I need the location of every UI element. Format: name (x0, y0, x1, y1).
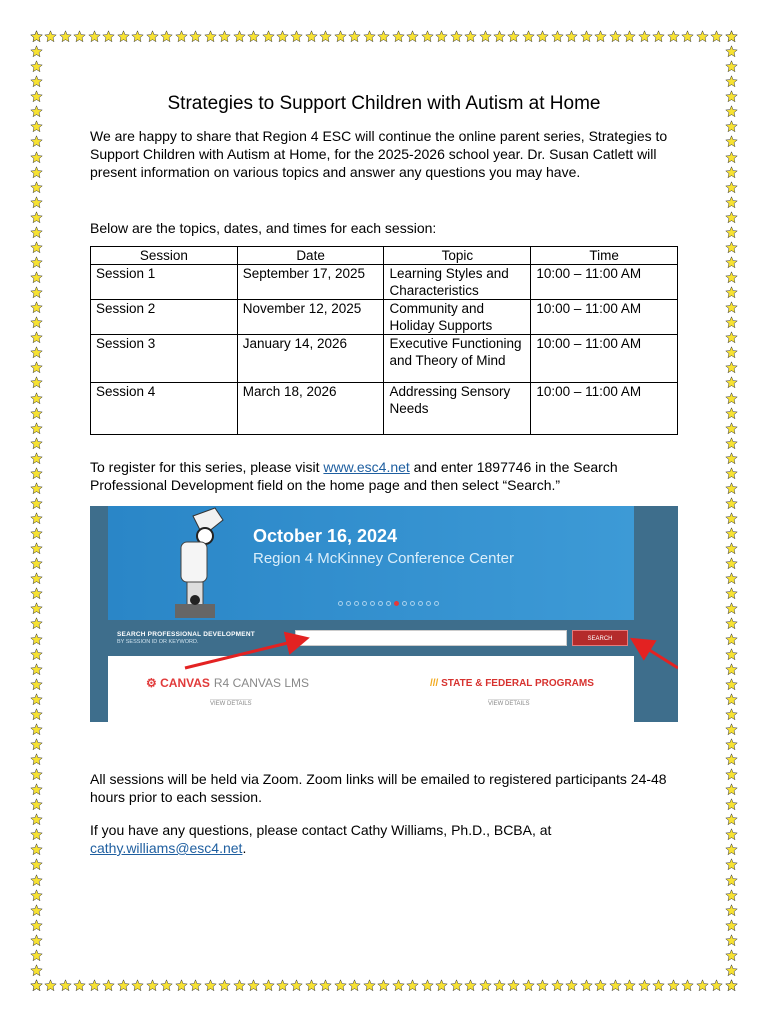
star-icon (522, 979, 535, 992)
star-icon (290, 979, 303, 992)
star-icon (725, 858, 738, 871)
star-icon (160, 30, 173, 43)
table-row (91, 335, 678, 383)
star-icon (725, 467, 738, 480)
star-icon (44, 30, 57, 43)
star-icon (421, 979, 434, 992)
star-icon (30, 452, 43, 465)
star-icon (725, 135, 738, 148)
star-icon (30, 407, 43, 420)
star-icon (30, 874, 43, 887)
star-icon (44, 979, 57, 992)
star-icon (406, 979, 419, 992)
cell-date: November 12, 2025 (237, 300, 384, 335)
canvas-view-details[interactable]: VIEW DETAILS (210, 701, 252, 707)
star-icon (30, 316, 43, 329)
star-icon (435, 979, 448, 992)
star-icon (725, 301, 738, 314)
star-icon (30, 738, 43, 751)
cell-session: Session 1 (91, 265, 238, 300)
star-icon (725, 60, 738, 73)
star-icon (479, 30, 492, 43)
star-border-bottom (30, 979, 738, 992)
star-icon (551, 979, 564, 992)
star-icon (725, 271, 738, 284)
star-border-right (725, 30, 738, 992)
star-icon (276, 979, 289, 992)
star-icon (30, 422, 43, 435)
star-icon (696, 30, 709, 43)
star-icon (725, 723, 738, 736)
cell-session: Session 3 (91, 335, 238, 383)
cell-time: 10:00 – 11:00 AM (531, 300, 678, 335)
star-icon (334, 979, 347, 992)
star-icon (30, 256, 43, 269)
star-icon (725, 256, 738, 269)
star-icon (218, 979, 231, 992)
star-icon (146, 979, 159, 992)
star-icon (725, 738, 738, 751)
contact-text: If you have any questions, please contact Cathy Williams, Ph.D., BCBA, at (90, 822, 552, 838)
star-icon (696, 979, 709, 992)
star-icon (131, 979, 144, 992)
star-icon (725, 753, 738, 766)
star-icon (30, 361, 43, 374)
star-icon (565, 979, 578, 992)
star-icon (725, 211, 738, 224)
register-text-end: and enter 1897746 in the Search Professional Development field on the home page and then select “Search.” (90, 459, 618, 493)
star-icon (493, 979, 506, 992)
star-icon (725, 648, 738, 661)
star-icon (725, 120, 738, 133)
star-icon (30, 828, 43, 841)
star-icon (175, 30, 188, 43)
star-icon (30, 708, 43, 721)
star-icon (710, 30, 723, 43)
star-icon (652, 979, 665, 992)
star-icon (725, 813, 738, 826)
star-icon (667, 30, 680, 43)
star-icon (30, 557, 43, 570)
canvas-icon: ⚙ (146, 676, 157, 690)
star-icon (348, 30, 361, 43)
star-icon (204, 979, 217, 992)
state-label: STATE & FEDERAL PROGRAMS (441, 678, 594, 689)
star-icon (580, 979, 593, 992)
star-icon (30, 482, 43, 495)
star-icon (30, 693, 43, 706)
star-icon (725, 226, 738, 239)
star-icon (623, 30, 636, 43)
search-label: SEARCH PROFESSIONAL DEVELOPMENT (117, 631, 255, 638)
star-icon (30, 286, 43, 299)
intro-paragraph: We are happy to share that Region 4 ESC will continue the online parent series, Strategies to Support Children with Autism at Home, for the 2025-2026 school year. Dr. Susan Catlett will present information on various topics and answer any questions you may have. (90, 128, 668, 180)
star-icon (290, 30, 303, 43)
star-icon (725, 633, 738, 646)
cell-time: 10:00 – 11:00 AM (531, 265, 678, 300)
star-icon (725, 361, 738, 374)
star-icon (725, 693, 738, 706)
star-icon (565, 30, 578, 43)
star-icon (30, 211, 43, 224)
arrow-to-search-field (185, 639, 304, 668)
star-icon (725, 45, 738, 58)
cell-topic: Addressing Sensory Needs (384, 383, 531, 435)
star-icon (189, 979, 202, 992)
star-icon (30, 196, 43, 209)
cell-session: Session 4 (91, 383, 238, 435)
star-icon (305, 30, 318, 43)
star-icon (638, 979, 651, 992)
star-icon (725, 196, 738, 209)
star-icon (348, 979, 361, 992)
star-icon (30, 226, 43, 239)
star-icon (594, 30, 607, 43)
star-icon (710, 979, 723, 992)
header-time: Time (531, 247, 678, 265)
star-icon (30, 919, 43, 932)
star-icon (406, 30, 419, 43)
star-icon (117, 979, 130, 992)
topics-intro: Below are the topics, dates, and times for each session: (90, 220, 437, 236)
star-icon (88, 979, 101, 992)
star-icon (667, 979, 680, 992)
star-icon (507, 979, 520, 992)
star-icon (30, 271, 43, 284)
star-icon (652, 30, 665, 43)
star-icon (609, 30, 622, 43)
annotation-arrows (90, 506, 678, 722)
contact-paragraph (90, 821, 680, 857)
star-icon (725, 979, 738, 992)
star-icon (30, 166, 43, 179)
contact-email-link[interactable]: cathy.williams@esc4.net (90, 840, 243, 856)
star-icon (30, 783, 43, 796)
star-icon (30, 30, 43, 43)
star-icon (450, 30, 463, 43)
star-icon (725, 889, 738, 902)
star-icon (30, 813, 43, 826)
star-icon (725, 783, 738, 796)
star-icon (30, 723, 43, 736)
star-icon (725, 497, 738, 510)
star-icon (392, 30, 405, 43)
star-icon (218, 30, 231, 43)
star-icon (276, 30, 289, 43)
cell-topic: Community and Holiday Supports (384, 300, 531, 335)
star-icon (30, 602, 43, 615)
star-icon (725, 617, 738, 630)
star-icon (30, 542, 43, 555)
star-icon (725, 904, 738, 917)
star-icon (30, 979, 43, 992)
star-icon (59, 30, 72, 43)
star-icon (30, 392, 43, 405)
star-icon (551, 30, 564, 43)
star-icon (609, 979, 622, 992)
star-icon (30, 617, 43, 630)
star-icon (363, 30, 376, 43)
star-icon (30, 858, 43, 871)
star-icon (73, 30, 86, 43)
star-icon (725, 75, 738, 88)
star-icon (725, 587, 738, 600)
star-icon (638, 30, 651, 43)
star-icon (30, 437, 43, 450)
header-topic: Topic (384, 247, 531, 265)
star-icon (30, 798, 43, 811)
cell-session: Session 2 (91, 300, 238, 335)
star-icon (30, 949, 43, 962)
star-icon (233, 979, 246, 992)
star-icon (204, 30, 217, 43)
star-icon (175, 979, 188, 992)
esc4-link[interactable]: www.esc4.net (323, 459, 410, 475)
star-icon (507, 30, 520, 43)
brush-icon: /// (430, 678, 439, 689)
star-icon (30, 135, 43, 148)
star-icon (377, 979, 390, 992)
star-icon (725, 919, 738, 932)
star-icon (392, 979, 405, 992)
star-icon (725, 843, 738, 856)
star-icon (160, 979, 173, 992)
star-icon (725, 949, 738, 962)
star-icon (247, 30, 260, 43)
star-icon (725, 964, 738, 977)
star-icon (30, 45, 43, 58)
cell-date: March 18, 2026 (237, 383, 384, 435)
star-icon (88, 30, 101, 43)
star-icon (725, 874, 738, 887)
star-icon (725, 708, 738, 721)
star-icon (522, 30, 535, 43)
header-date: Date (237, 247, 384, 265)
star-icon (580, 30, 593, 43)
star-icon (305, 979, 318, 992)
star-icon (117, 30, 130, 43)
star-icon (725, 542, 738, 555)
cell-time: 10:00 – 11:00 AM (531, 383, 678, 435)
star-icon (30, 181, 43, 194)
star-icon (30, 889, 43, 902)
star-icon (623, 979, 636, 992)
star-icon (319, 979, 332, 992)
star-icon (725, 316, 738, 329)
star-icon (131, 30, 144, 43)
page-title: Strategies to Support Children with Autism at Home (167, 93, 601, 114)
banner-location: Region 4 McKinney Conference Center (253, 550, 514, 567)
star-icon (421, 30, 434, 43)
star-icon (334, 30, 347, 43)
star-icon (30, 572, 43, 585)
sessions-table (90, 246, 678, 435)
star-border-top (30, 30, 738, 43)
arrow-to-search-button (635, 641, 678, 668)
star-icon (681, 30, 694, 43)
star-icon (536, 979, 549, 992)
banner-date: October 16, 2024 (253, 526, 398, 546)
star-icon (725, 934, 738, 947)
table-row (91, 265, 678, 300)
star-icon (594, 979, 607, 992)
star-icon (319, 30, 332, 43)
star-icon (725, 663, 738, 676)
cell-topic: Learning Styles and Characteristics (384, 265, 531, 300)
star-icon (30, 241, 43, 254)
star-icon (725, 602, 738, 615)
star-icon (189, 30, 202, 43)
star-icon (479, 979, 492, 992)
table-header-row (91, 247, 678, 265)
website-screenshot (90, 506, 678, 722)
star-icon (725, 572, 738, 585)
star-icon (247, 979, 260, 992)
star-icon (725, 422, 738, 435)
star-icon (30, 678, 43, 691)
star-icon (435, 30, 448, 43)
star-icon (146, 30, 159, 43)
star-icon (536, 30, 549, 43)
star-icon (59, 979, 72, 992)
star-icon (102, 979, 115, 992)
star-icon (725, 557, 738, 570)
cell-topic: Executive Functioning and Theory of Mind (384, 335, 531, 383)
star-icon (725, 30, 738, 43)
star-icon (30, 497, 43, 510)
star-icon (725, 286, 738, 299)
star-icon (30, 75, 43, 88)
star-icon (262, 30, 275, 43)
table-row (91, 383, 678, 435)
star-icon (450, 979, 463, 992)
star-icon (725, 346, 738, 359)
star-icon (73, 979, 86, 992)
star-icon (725, 678, 738, 691)
star-icon (363, 979, 376, 992)
search-sublabel: BY SESSION ID OR KEYWORD. (117, 639, 199, 645)
star-icon (725, 331, 738, 344)
star-icon (30, 663, 43, 676)
search-button[interactable]: SEARCH (572, 630, 628, 646)
star-icon (30, 587, 43, 600)
star-icon (30, 151, 43, 164)
star-icon (30, 527, 43, 540)
star-icon (681, 979, 694, 992)
header-session: Session (91, 247, 238, 265)
star-icon (493, 30, 506, 43)
star-icon (30, 843, 43, 856)
register-text: To register for this series, please visit (90, 459, 324, 475)
star-icon (30, 467, 43, 480)
star-border-left (30, 30, 43, 992)
star-icon (725, 166, 738, 179)
cell-time: 10:00 – 11:00 AM (531, 335, 678, 383)
state-view-details[interactable]: VIEW DETAILS (488, 701, 530, 707)
canvas-label: R4 CANVAS LMS (213, 676, 310, 690)
star-icon (725, 151, 738, 164)
star-icon (30, 768, 43, 781)
table-row (91, 300, 678, 335)
star-icon (102, 30, 115, 43)
star-icon (377, 30, 390, 43)
zoom-note: All sessions will be held via Zoom. Zoom links will be emailed to registered participants 24-48 hours prior to each session. (90, 771, 667, 805)
star-icon (725, 798, 738, 811)
canvas-brand: CANVAS (160, 676, 210, 690)
star-icon (725, 376, 738, 389)
star-icon (725, 181, 738, 194)
star-icon (725, 407, 738, 420)
register-paragraph (90, 458, 680, 494)
star-icon (30, 904, 43, 917)
star-icon (30, 964, 43, 977)
star-icon (30, 753, 43, 766)
star-icon (725, 482, 738, 495)
star-icon (464, 979, 477, 992)
star-icon (30, 376, 43, 389)
star-icon (30, 934, 43, 947)
star-icon (464, 30, 477, 43)
cell-date: September 17, 2025 (237, 265, 384, 300)
star-icon (233, 30, 246, 43)
star-icon (30, 120, 43, 133)
star-icon (30, 60, 43, 73)
star-icon (30, 512, 43, 525)
cell-date: January 14, 2026 (237, 335, 384, 383)
star-icon (725, 527, 738, 540)
star-icon (30, 346, 43, 359)
star-icon (30, 331, 43, 344)
star-icon (725, 452, 738, 465)
star-icon (725, 437, 738, 450)
star-icon (30, 648, 43, 661)
star-icon (725, 392, 738, 405)
star-icon (725, 512, 738, 525)
star-icon (262, 979, 275, 992)
contact-end: . (242, 840, 247, 856)
star-icon (30, 301, 43, 314)
star-icon (725, 828, 738, 841)
star-icon (725, 241, 738, 254)
star-icon (30, 633, 43, 646)
star-icon (725, 768, 738, 781)
